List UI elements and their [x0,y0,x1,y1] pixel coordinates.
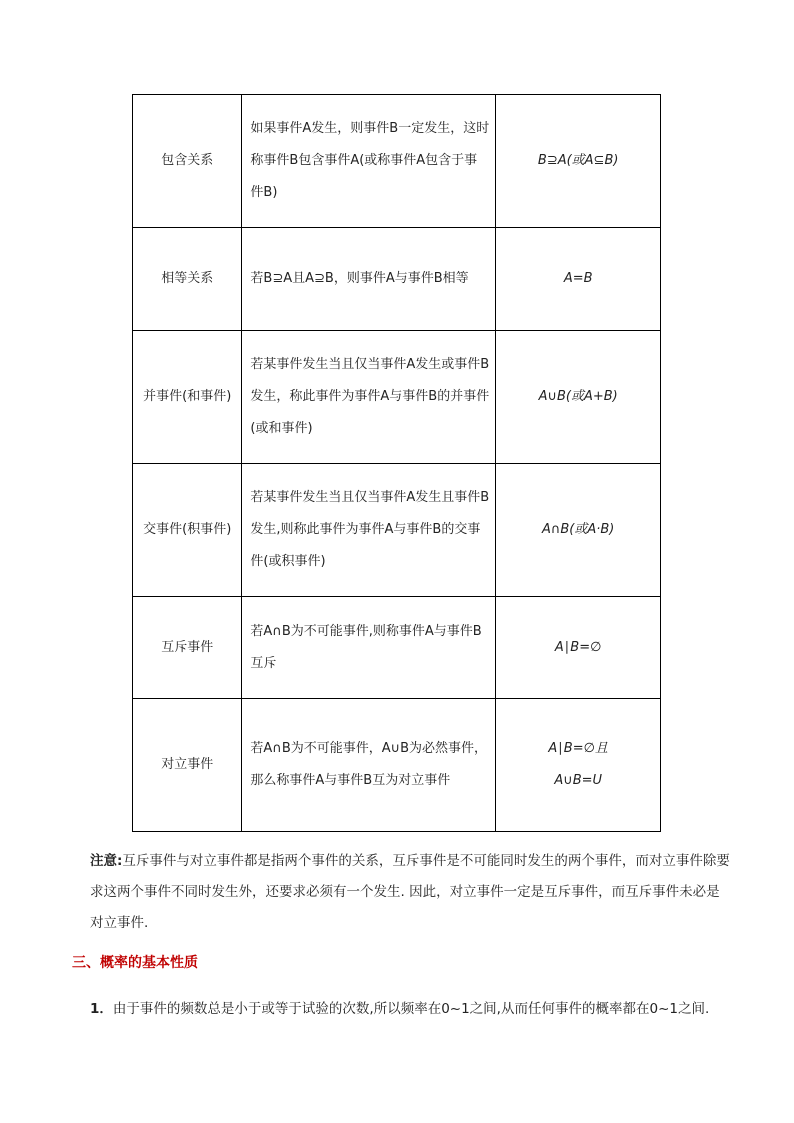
relation-name: 并事件(和事件) [133,331,242,464]
paragraph-number: 1． [90,1001,113,1017]
table-row [133,464,661,597]
table-row [133,597,661,699]
table-row [133,95,661,228]
relation-name: 相等关系 [133,228,242,331]
relation-name: 包含关系 [133,95,242,228]
relation-name: 对立事件 [133,699,242,832]
table-row [133,331,661,464]
table-row [133,228,661,331]
symbol-line: A∣B=∅且 [548,741,608,756]
relation-definition: 若A∩B为不可能事件，A∪B为必然事件，那么称事件A与事件B互为对立事件 [242,699,496,832]
relation-symbol [496,699,661,832]
event-relations-table [132,94,661,832]
note-text: 互斥事件与对立事件都是指两个事件的关系，互斥事件是不可能同时发生的两个事件，而对立事件除要求这两个事件不同时发生外，还要求必须有一个发生. 因此，对立事件一定是互斥事件，而互斥事件未必是对立事件. [90,853,730,931]
relation-definition: 若某事件发生当且仅当事件A发生且事件B发生,则称此事件为事件A与事件B的交事件(或积事件) [242,464,496,597]
relation-definition: 若B⊇A且A⊇B，则事件A与事件B相等 [242,228,496,331]
relation-name: 互斥事件 [133,597,242,699]
paragraph-text: 由于事件的频数总是小于或等于试验的次数,所以频率在0~1之间,从而任何事件的概率都在0~1之间. [112,1001,710,1017]
paragraph [90,996,740,1022]
note-paragraph [90,846,730,939]
table-row [133,699,661,832]
symbol-line: A∪B=U [554,773,603,788]
relation-name: 交事件(积事件) [133,464,242,597]
relation-definition: 若某事件发生当且仅当事件A发生或事件B发生，称此事件为事件A与事件B的并事件(或和事件) [242,331,496,464]
relation-definition: 若A∩B为不可能事件,则称事件A与事件B互斥 [242,597,496,699]
relation-symbol: A∩B(或A·B) [496,464,661,597]
relation-definition: 如果事件A发生，则事件B一定发生，这时称事件B包含事件A(或称事件A包含于事件B) [242,95,496,228]
relation-symbol: B⊇A(或A⊆B) [496,95,661,228]
note-label: 注意: [90,853,123,869]
relation-symbol: A∪B(或A+B) [496,331,661,464]
relation-symbol: A∣B=∅ [496,597,661,699]
relation-symbol: A=B [496,228,661,331]
section-title: 三、概率的基本性质 [72,955,198,971]
